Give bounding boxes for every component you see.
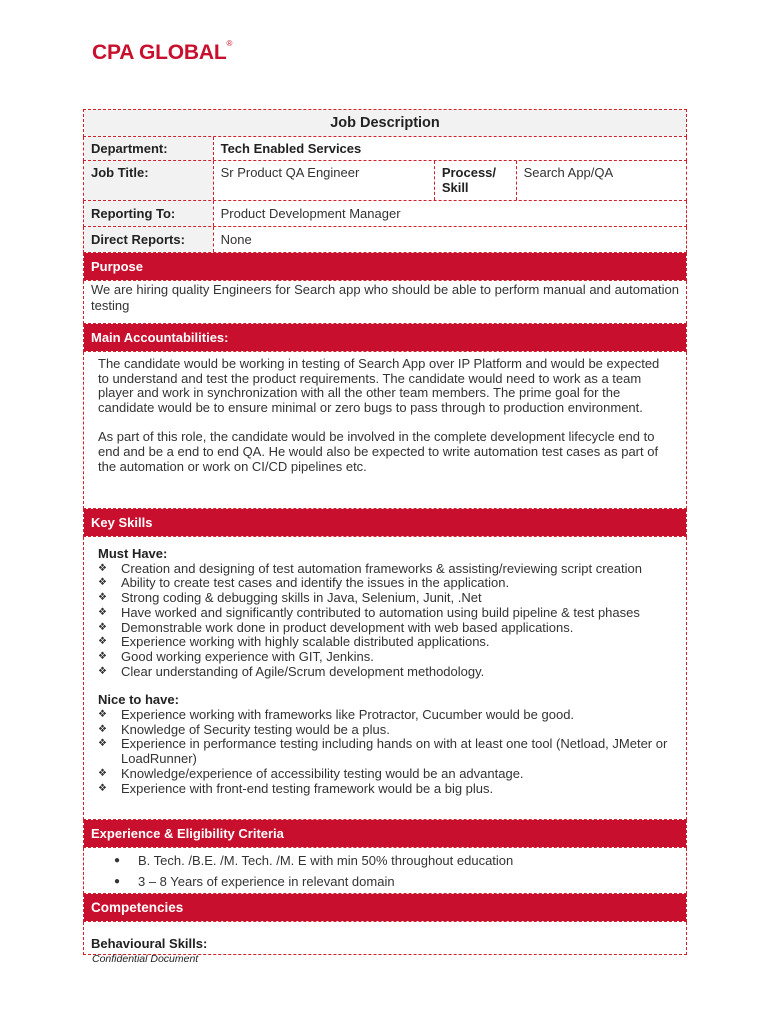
diamond-bullet-icon: ❖ — [98, 650, 107, 662]
direct-reports-value: None — [213, 227, 686, 252]
accountabilities-text — [84, 352, 686, 508]
list-item: ❖ Good working experience with GIT, Jenkins. — [98, 648, 374, 664]
diamond-bullet-icon: ❖ — [98, 621, 107, 633]
eligibility-body-row — [83, 848, 687, 894]
list-item: ❖ Experience in performance testing including hands on with at least one tool (Netload, JMeter or LoadRunner) — [98, 736, 668, 767]
diamond-bullet-icon: ❖ — [98, 606, 107, 618]
purpose-text: We are hiring quality Engineers for Search app who should be able to perform manual and automation testing — [91, 282, 679, 313]
eligibility-header-row — [83, 820, 687, 848]
purpose-header-row — [83, 253, 687, 281]
list-item: ● B. Tech. /B.E. /M. Tech. /M. E with min 50% throughout education — [114, 853, 514, 868]
reporting-label: Reporting To: — [84, 201, 213, 226]
logo-text: CPA GLOBAL — [92, 41, 227, 64]
bullet-icon: ● — [114, 855, 121, 866]
footer-confidential: Confidential Document — [92, 953, 199, 965]
list-item: ❖ Experience working with frameworks like Protractor, Cucumber would be good. — [98, 707, 575, 723]
title-row — [83, 109, 687, 137]
department-value: Tech Enabled Services — [213, 137, 686, 160]
reporting-value: Product Development Manager — [213, 201, 686, 226]
direct-reports-row — [83, 227, 687, 253]
diamond-bullet-icon: ❖ — [98, 767, 107, 779]
document-title: Job Description — [84, 110, 686, 136]
must-have-heading: Must Have: — [98, 546, 168, 561]
diamond-bullet-icon: ❖ — [98, 577, 107, 589]
accountabilities-paragraph: As part of this role, the candidate would be involved in the complete development lifecycle end to end and be a end to end QA. He would also be expected to write automation test cases as part of the automation or work on CI/CD pipelines etc. — [98, 429, 659, 474]
nice-to-have-list — [98, 708, 672, 796]
job-title-value: Sr Product QA Engineer — [213, 161, 434, 200]
list-item: ❖ Strong coding & debugging skills in Java, Selenium, Junit, .Net — [98, 590, 482, 606]
department-row — [83, 137, 687, 161]
key-skills-heading: Key Skills — [84, 509, 686, 536]
behavioural-skills-label: Behavioural Skills: — [91, 936, 208, 951]
competencies-body-row — [83, 922, 687, 955]
diamond-bullet-icon: ❖ — [98, 562, 107, 574]
process-skill-value: Search App/QA — [516, 161, 686, 200]
registered-mark: ® — [226, 39, 233, 48]
diamond-bullet-icon: ❖ — [98, 709, 107, 721]
company-logo — [92, 41, 232, 65]
key-skills-header-row — [83, 509, 687, 537]
reporting-row — [83, 201, 687, 227]
process-skill-label: Process/ Skill — [434, 161, 516, 200]
job-description-table — [83, 109, 687, 955]
accountabilities-paragraph: The candidate would be working in testing of Search App over IP Platform and would be expected to understand and test the product requirements. The candidate would need to work as a team player and work in synchronization with all the other team members. The prime goal for the candidate would be to ensure minimal or zero bugs to pass through to production environment. — [98, 356, 660, 415]
accountabilities-body-row — [83, 352, 687, 509]
department-label: Department: — [84, 137, 213, 160]
must-have-list — [98, 562, 672, 680]
job-title-label: Job Title: — [84, 161, 213, 200]
diamond-bullet-icon: ❖ — [98, 636, 107, 648]
list-item: ❖ Demonstrable work done in product development with web based applications. — [98, 619, 574, 635]
list-item: ❖ Knowledge/experience of accessibility testing would be an advantage. — [98, 765, 524, 781]
purpose-body-row — [83, 281, 687, 324]
competencies-heading: Competencies — [84, 894, 686, 921]
purpose-heading: Purpose — [84, 253, 686, 280]
list-item: ❖ Clear understanding of Agile/Scrum development methodology. — [98, 663, 485, 679]
direct-reports-label: Direct Reports: — [84, 227, 213, 252]
list-item: ● 3 – 8 Years of experience in relevant domain — [114, 874, 395, 889]
key-skills-body-row — [83, 537, 687, 820]
bullet-icon: ● — [114, 876, 121, 887]
list-item: ❖ Creation and designing of test automation frameworks & assisting/reviewing script creation — [98, 560, 642, 576]
key-skills-content — [84, 537, 686, 819]
list-item: ❖ Ability to create test cases and identify the issues in the application. — [98, 575, 510, 591]
list-item: ❖ Knowledge of Security testing would be a plus. — [98, 721, 390, 737]
diamond-bullet-icon: ❖ — [98, 665, 107, 677]
diamond-bullet-icon: ❖ — [98, 738, 107, 750]
list-item: ❖ Experience with front-end testing framework would be a big plus. — [98, 780, 494, 796]
diamond-bullet-icon: ❖ — [98, 592, 107, 604]
list-item: ❖ Have worked and significantly contributed to automation using build pipeline & test phases — [98, 604, 640, 620]
nice-to-have-heading: Nice to have: — [98, 692, 179, 708]
accountabilities-heading: Main Accountabilities: — [84, 324, 686, 351]
eligibility-list — [84, 848, 686, 893]
job-title-row — [83, 161, 687, 201]
diamond-bullet-icon: ❖ — [98, 782, 107, 794]
diamond-bullet-icon: ❖ — [98, 723, 107, 735]
accountabilities-header-row — [83, 324, 687, 352]
eligibility-heading: Experience & Eligibility Criteria — [84, 820, 686, 847]
list-item: ❖ Experience working with highly scalable distributed applications. — [98, 634, 490, 650]
competencies-header-row — [83, 894, 687, 922]
